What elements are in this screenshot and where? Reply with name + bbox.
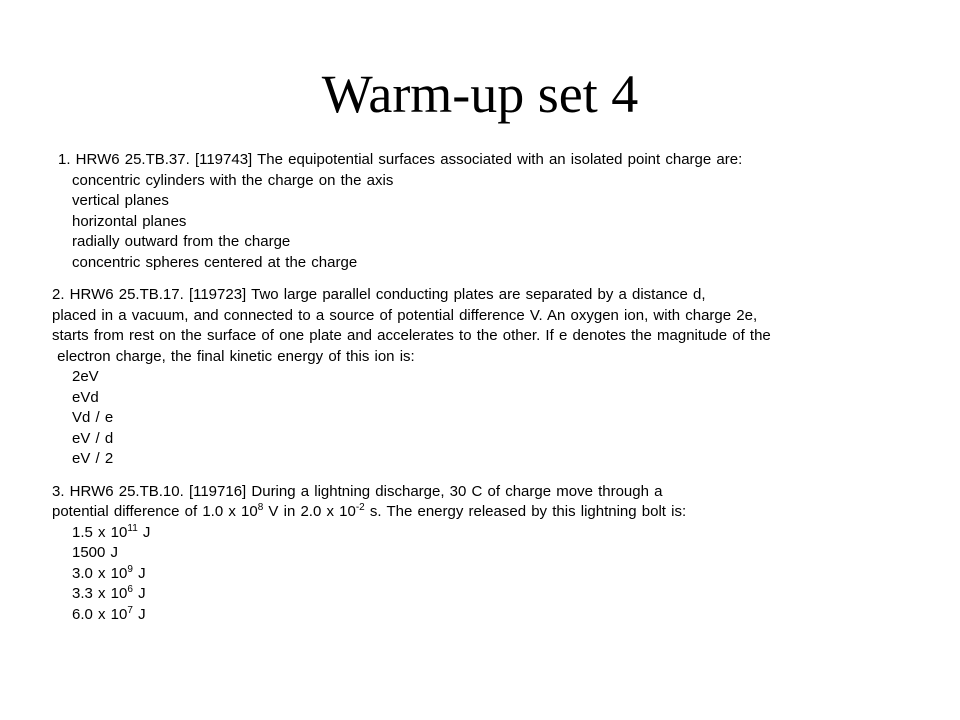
question-2: [52, 285, 932, 470]
question-1-stem: 1. HRW6 25.TB.37. [119743] The equipotential surfaces associated with an isolated point charge are:: [58, 151, 743, 168]
question-2-option-c: Vd / e: [72, 409, 114, 426]
question-2-stem-line-2: placed in a vacuum, and connected to a source of potential difference V. An oxygen ion, with charge 2e,: [52, 306, 758, 324]
question-1: [52, 150, 932, 273]
question-2-stem-line-1: 2. HRW6 25.TB.17. [119723] Two large parallel conducting plates are separated by a distance d,: [52, 286, 706, 303]
question-3: [52, 482, 932, 626]
question-2-option-e: eV / 2: [72, 450, 114, 467]
question-2-option-d: eV / d: [72, 429, 114, 447]
question-3-option-b: [52, 543, 932, 564]
question-3-option-e: [52, 605, 932, 626]
question-1-option-e: concentric spheres centered at the charge: [72, 253, 358, 271]
question-3-option-d: [52, 584, 932, 605]
stem-text-a: potential difference of 1.0 x 10: [52, 503, 258, 520]
question-2-option-a: 2eV: [72, 368, 99, 385]
slide-title: Warm-up set 4: [321, 64, 639, 124]
question-2-stem-line-3: starts from rest on the surface of one plate and accelerates to the other. If e denotes the magnitude of the: [52, 327, 771, 344]
option-base: 3.0 x 10: [72, 564, 128, 582]
stem-exponent-b: -2: [355, 502, 365, 513]
option-base: 1500 J: [72, 544, 119, 561]
question-1-option-a: concentric cylinders with the charge on the axis: [72, 171, 394, 189]
question-3-option-a: [52, 523, 932, 544]
option-exponent: 6: [127, 584, 133, 595]
question-3-stem-line-1: 3. HRW6 25.TB.10. [119716] During a lightning discharge, 30 C of charge move through a: [52, 482, 663, 500]
stem-text-c: s. The energy released by this lightning bolt is:: [364, 503, 687, 520]
option-exponent: 9: [127, 563, 133, 575]
question-3-option-c: [52, 564, 932, 585]
question-2-stem-line-4: electron charge, the final kinetic energy of this ion is:: [52, 347, 415, 365]
stem-text-b: V in 2.0 x 10: [263, 503, 356, 520]
option-base: 1.5 x 10: [72, 523, 128, 541]
option-exponent: 7: [127, 604, 133, 616]
option-base: 6.0 x 10: [72, 605, 128, 623]
stem-exponent-a: 8: [257, 502, 264, 513]
slide-body: [52, 150, 932, 625]
option-unit: J: [132, 605, 146, 623]
option-unit: J: [132, 564, 146, 582]
question-1-option-b: vertical planes: [72, 192, 169, 209]
question-2-option-b: eVd: [72, 388, 99, 406]
option-exponent: 11: [127, 522, 138, 534]
question-3-stem-line-2: [52, 502, 932, 523]
option-base: 3.3 x 10: [72, 585, 128, 602]
option-unit: J: [132, 585, 146, 602]
question-1-option-c: horizontal planes: [72, 212, 187, 230]
option-unit: J: [137, 523, 151, 541]
question-1-option-d: radially outward from the charge: [72, 233, 291, 250]
